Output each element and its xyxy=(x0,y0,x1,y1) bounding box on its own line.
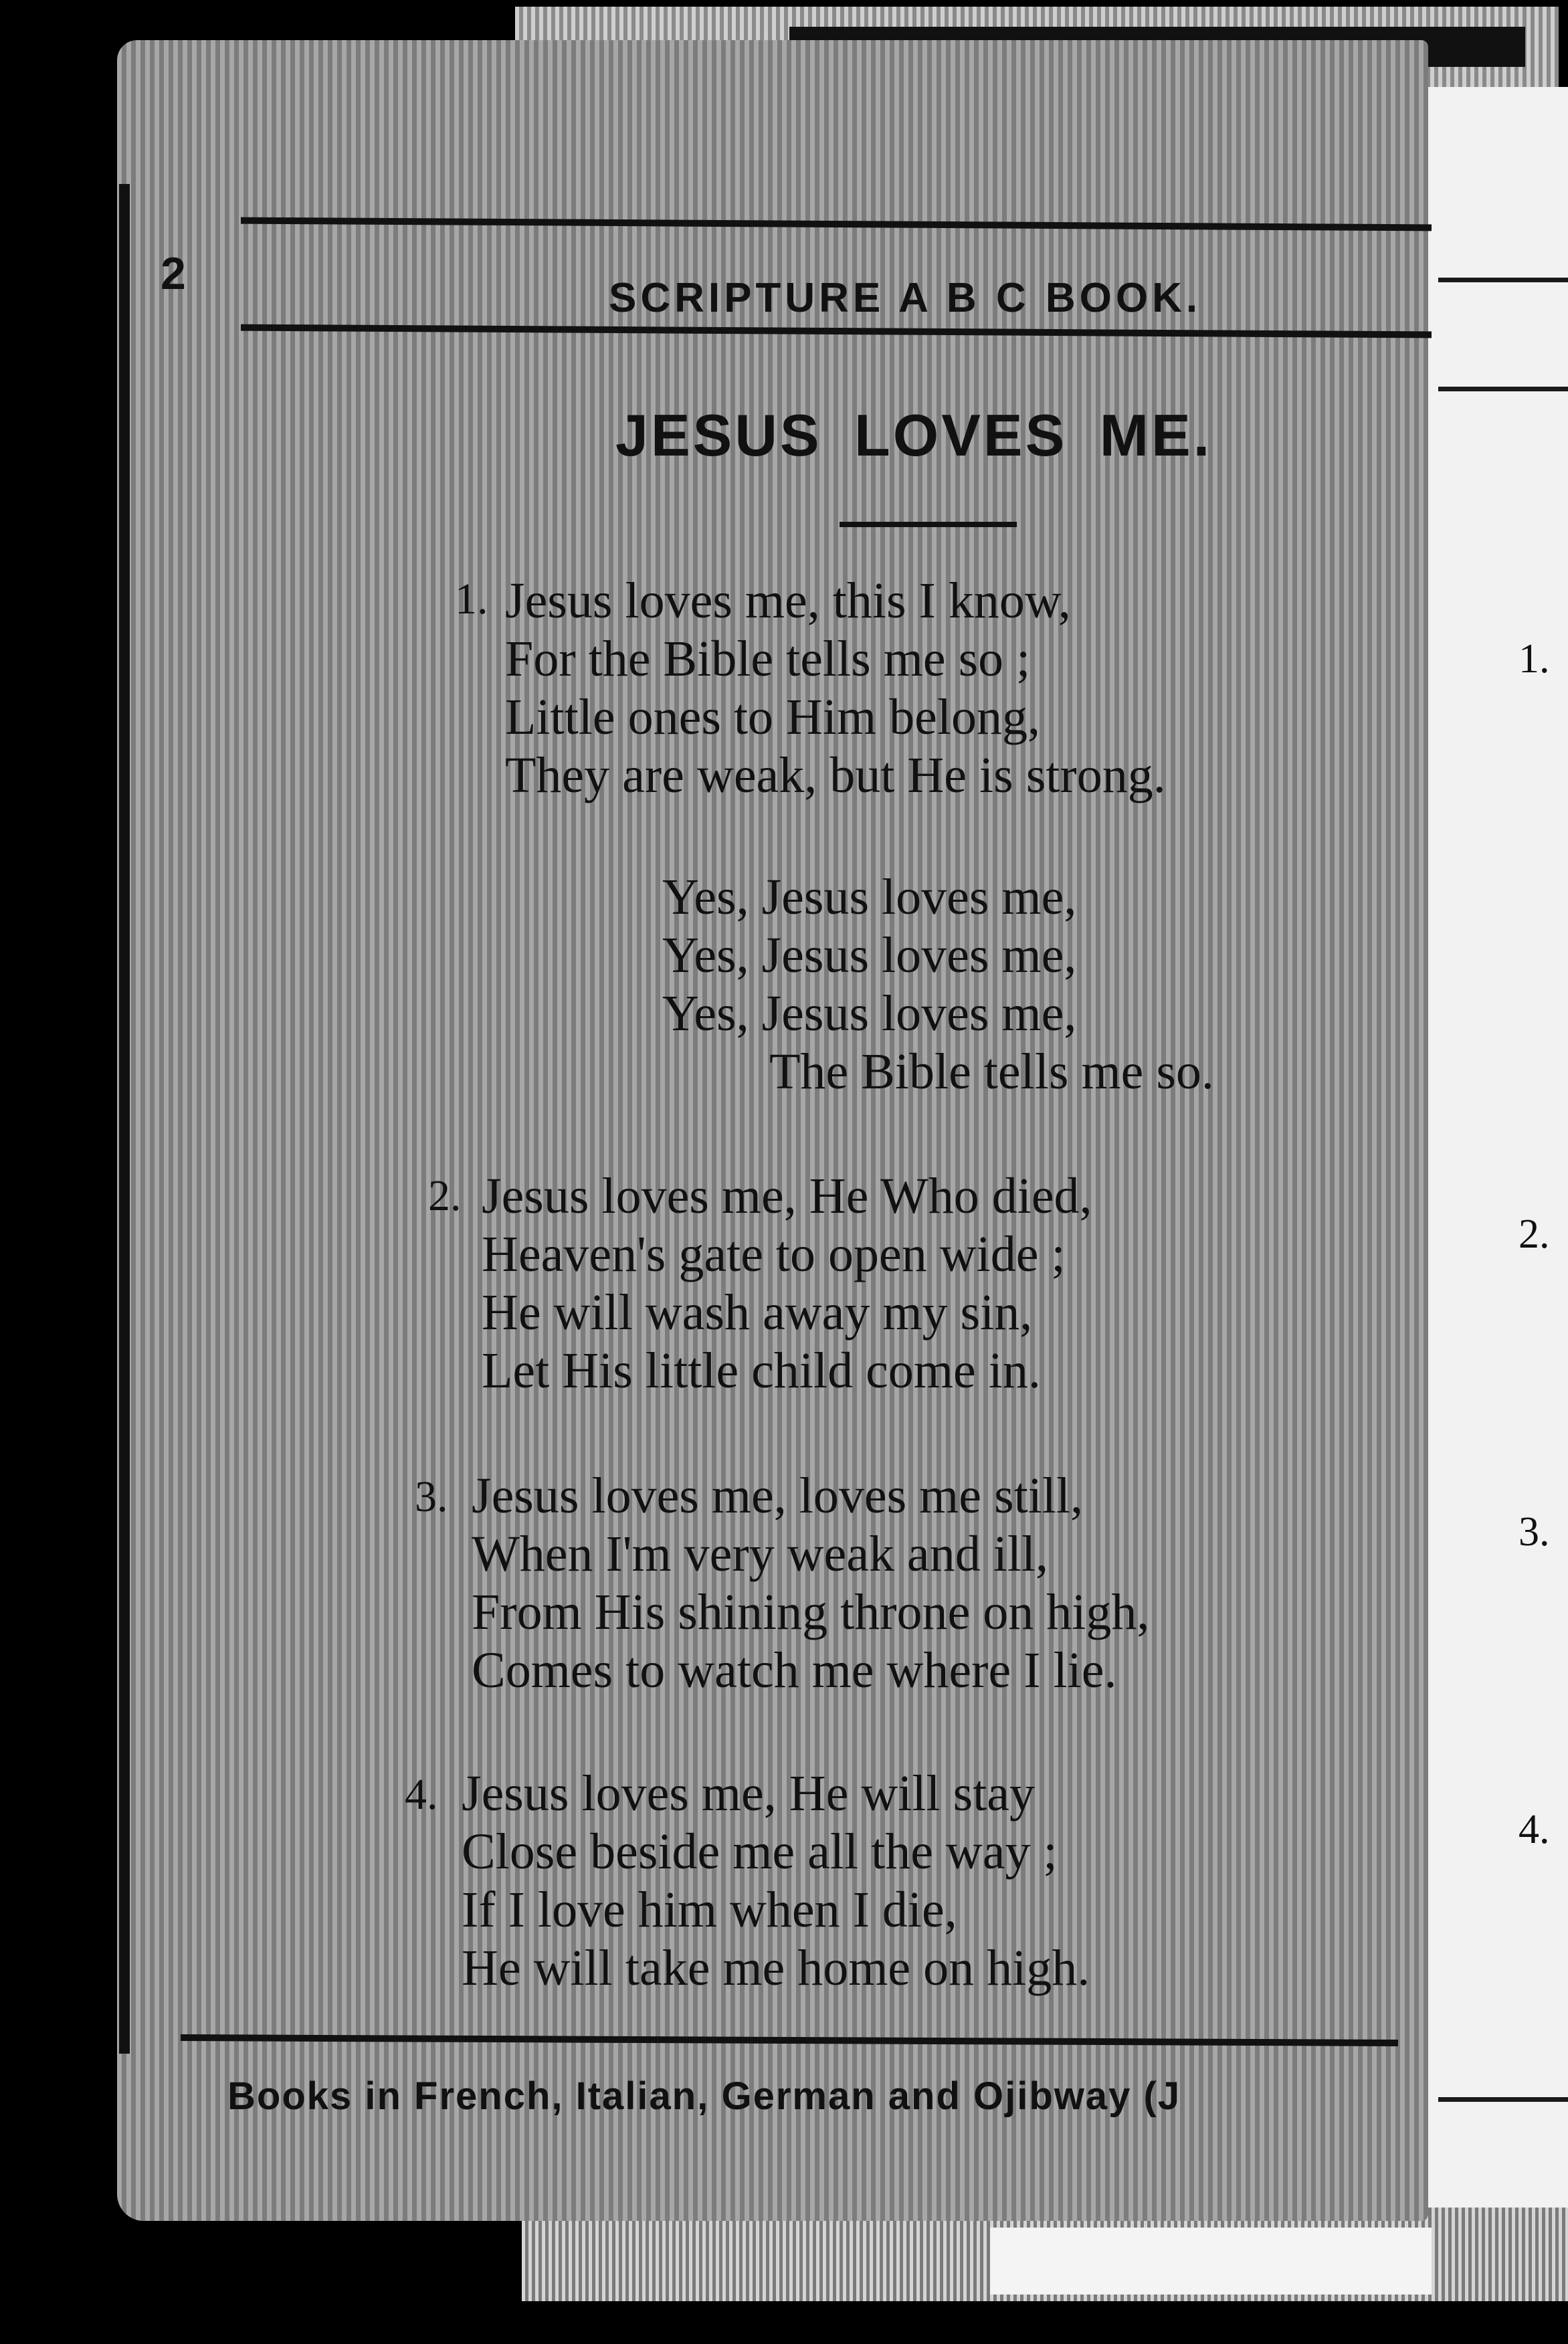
verse-1 xyxy=(505,572,1166,805)
bottom-paper-edge xyxy=(990,2228,1432,2294)
verse-line: Jesus loves me, He will stay xyxy=(462,1765,1036,1822)
facing-page-rule-bottom xyxy=(1438,2097,1568,2102)
chorus-line: Yes, Jesus loves me, xyxy=(662,869,1077,925)
verse-number: 2. xyxy=(428,1171,462,1220)
facing-page-rule-top xyxy=(1438,278,1568,282)
verse-number: 4. xyxy=(405,1770,438,1819)
title-underline xyxy=(840,522,1017,527)
verse-line: Jesus loves me, loves me still, xyxy=(472,1468,1084,1524)
facing-page-verse-number: 3. xyxy=(1518,1509,1550,1555)
facing-page-rule-2 xyxy=(1438,387,1568,391)
verse-line: If I love him when I die, xyxy=(462,1882,957,1938)
verse-4 xyxy=(462,1765,1090,1997)
song-title: JESUS LOVES ME. xyxy=(615,402,1213,468)
chorus-line: Yes, Jesus loves me, xyxy=(662,985,1077,1042)
page-number: 2 xyxy=(161,248,186,299)
footer-note: Books in French, Italian, German and Ojibway (J xyxy=(227,2074,1181,2118)
verse-line: Let His little child come in. xyxy=(482,1343,1041,1399)
frame-left-border xyxy=(119,184,130,2054)
verse-line: From His shining throne on high, xyxy=(472,1584,1150,1640)
facing-page-verse-number: 4. xyxy=(1518,1807,1550,1852)
facing-page-verse-number: 2. xyxy=(1518,1211,1550,1257)
book-title: SCRIPTURE A B C BOOK. xyxy=(609,275,1202,321)
verse-2 xyxy=(482,1167,1092,1400)
verse-line: Heaven's gate to open wide ; xyxy=(482,1226,1066,1282)
chorus-line: Yes, Jesus loves me, xyxy=(662,927,1077,983)
verse-line: Comes to watch me where I lie. xyxy=(472,1642,1117,1698)
verse-line: He will take me home on high. xyxy=(462,1940,1090,1996)
verse-line: Close beside me all the way ; xyxy=(462,1824,1058,1880)
verse-3 xyxy=(472,1467,1149,1700)
verse-line: Jesus loves me, this I know, xyxy=(505,573,1071,629)
chorus-line: The Bible tells me so. xyxy=(769,1044,1214,1100)
chorus xyxy=(662,868,1214,1101)
verse-line: For the Bible tells me so ; xyxy=(505,631,1031,687)
verse-line: They are weak, but He is strong. xyxy=(505,747,1166,803)
verse-line: Little ones to Him belong, xyxy=(505,689,1041,745)
verse-line: He will wash away my sin, xyxy=(482,1284,1033,1341)
facing-page-verse-number: 1. xyxy=(1518,636,1550,682)
verse-number: 3. xyxy=(415,1472,448,1521)
verse-line: Jesus loves me, He Who died, xyxy=(482,1168,1092,1224)
verse-number: 1. xyxy=(455,575,488,623)
verse-line: When I'm very weak and ill, xyxy=(472,1526,1049,1582)
